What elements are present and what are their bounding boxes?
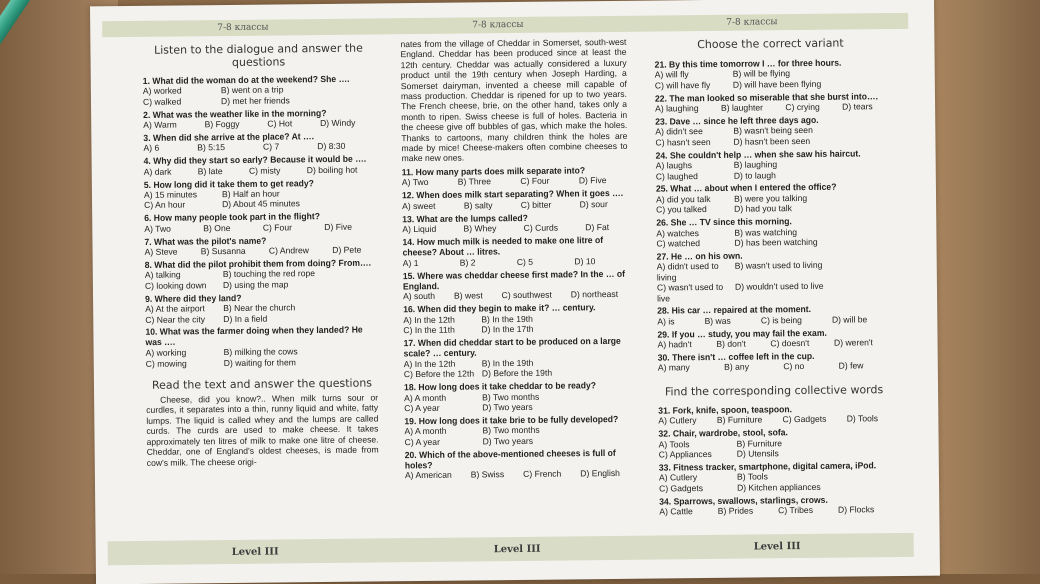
question-block	[657, 304, 889, 327]
question-block	[144, 234, 376, 257]
answer-options	[656, 192, 888, 215]
answer-option: B) Susanna	[200, 245, 246, 257]
reading-text-part-2: nates from the village of Cheddar in Somerset, south-west England. Cheddar has been produced since at least the 12th century. Cheddar was actually considered a luxury product until the 19th century when Joseph Harding, a Somerset dairyman, invented a cheese mill capable of mass production. Cheddar is ripened for up to two years. The French cheese, brie, on the other hand, takes only a month to ripen. Swiss cheese is full of holes. Bacteria in the cheese give off bubbles of gas, which make the holes. Thanks to cartoons, many children think the holes are made by mice! Cheese-makers often combine cheeses to make new ones.	[400, 36, 628, 164]
question-block	[402, 188, 628, 211]
answer-option: B) don't	[716, 338, 746, 350]
answer-option: B) laughing	[733, 159, 778, 170]
answer-option: B) west	[453, 290, 483, 301]
question-list-11-20	[402, 165, 631, 481]
answer-options	[655, 125, 887, 148]
answer-option: D) has been watching	[734, 236, 818, 248]
question-list-21-30	[655, 57, 890, 373]
section-heading-grammar: Choose the correct variant	[697, 36, 844, 52]
answer-option: B) 5:15	[197, 142, 226, 153]
answer-option: B) Near the church	[223, 302, 296, 314]
answer-option: D) Before the 19th	[481, 367, 553, 379]
question-block	[658, 426, 890, 460]
answer-option: C) looking down	[144, 280, 207, 291]
question-text: 12. When does milk start separating? When it goes ….	[401, 187, 624, 201]
answer-option: C) misty	[248, 165, 281, 176]
answer-options	[404, 424, 630, 447]
answer-option: C) An hour	[144, 199, 186, 211]
answer-option: A) At the airport	[145, 303, 205, 314]
answer-options	[657, 259, 889, 303]
answer-option: B) any	[724, 362, 750, 373]
answer-option: D) will be	[831, 314, 868, 325]
answer-option: D) will have been flying	[732, 78, 822, 90]
question-text: 29. If you … study, you may fail the exam.	[657, 327, 827, 340]
answer-option: B) In the 19th	[481, 313, 533, 325]
answer-option: B) touching the red rope	[222, 268, 316, 280]
answer-options	[145, 302, 377, 325]
answer-option: D) few	[838, 360, 864, 372]
answer-option: B) Prides	[717, 505, 754, 516]
answer-option: A) 1	[402, 257, 419, 268]
answer-option: C) walked	[142, 96, 182, 107]
answer-option: D) sour	[579, 198, 608, 209]
test-sheet	[90, 0, 940, 584]
question-block	[144, 154, 376, 177]
question-list-31-34	[658, 403, 891, 517]
question-text: 22. The man looked so miserable that she burst into….	[654, 90, 879, 104]
answer-options	[655, 68, 887, 91]
answer-option: C) Gadgets	[782, 414, 827, 425]
question-text: 19. How long does it take brie to be fully developed?	[404, 413, 619, 427]
question-text: 30. There isn't … coffee left in the cup.	[657, 350, 815, 363]
answer-option: C) Appliances	[658, 448, 712, 460]
answer-option: C) Tribes	[778, 504, 814, 516]
answer-option: B) went on a trip	[220, 84, 284, 96]
question-text: 10. What was the farmer doing when they landed? He was ….	[145, 324, 363, 349]
answer-option: B) Furniture	[716, 414, 763, 426]
question-text: 2. What was the weather like in the morning?	[143, 107, 327, 120]
answer-option: C) hasn't seen	[655, 136, 711, 148]
answer-option: D) Flocks	[837, 504, 875, 515]
answer-options	[656, 158, 888, 181]
question-text: 9. Where did they land?	[145, 292, 242, 304]
question-text: 18. How long does it take cheddar to be ready?	[403, 380, 597, 393]
question-text: 23. Dave … since he left three days ago.	[655, 114, 819, 127]
answer-option: C) southwest	[501, 289, 552, 301]
answer-option: B) laughter	[720, 102, 764, 113]
answer-option: D) Five	[324, 221, 353, 232]
question-block	[656, 182, 888, 216]
answer-option: D) Windy	[319, 117, 356, 129]
answer-option: B) was	[704, 315, 731, 326]
answer-option: B) One	[203, 222, 231, 234]
column-2	[400, 37, 631, 484]
question-text: 11. How many parts does milk separate into?	[401, 164, 586, 178]
question-text: 25. What … about when I entered the office?	[655, 181, 837, 195]
answer-option: B) 2	[459, 257, 476, 268]
answer-option: D) Utensils	[736, 448, 779, 459]
question-block	[405, 447, 631, 481]
question-block	[659, 460, 891, 494]
answer-option: A) Tools	[658, 438, 690, 450]
question-block	[145, 257, 377, 291]
answer-option: D) met her friends	[220, 95, 290, 106]
answer-option: D) wouldn't used to live	[734, 280, 824, 292]
question-block	[659, 494, 891, 517]
question-block	[143, 130, 375, 153]
question-text: 33. Fitness tracker, smartphone, digital camera, iPod.	[658, 459, 877, 473]
answer-option: B) milking the cows	[223, 346, 298, 358]
question-text: 3. When did she arrive at the place? At ….	[143, 130, 315, 144]
answer-option: A) Liquid	[402, 223, 437, 235]
answer-option: D) hasn't been seen	[733, 135, 811, 147]
answer-option: C) laughed	[655, 170, 698, 182]
question-text: 20. Which of the above-mentioned cheeses is full of holes?	[404, 447, 616, 471]
answer-option: C) wasn't used to live	[656, 281, 724, 304]
question-block	[143, 107, 375, 130]
answer-option: C) Four	[520, 175, 550, 187]
question-text: 32. Chair, wardrobe, stool, sofa.	[658, 427, 788, 439]
question-block	[657, 249, 890, 303]
answer-option: D) tears	[842, 101, 873, 112]
answer-option: D) using the map	[222, 279, 289, 290]
section-heading-collective: Find the corresponding collective words	[664, 383, 884, 399]
answer-option: A) laughing	[655, 103, 699, 114]
question-block	[402, 211, 628, 234]
answer-option: A) watches	[656, 227, 699, 239]
question-text: 6. How many people took part in the flight?	[144, 211, 320, 224]
header-band	[102, 13, 908, 37]
answer-option: A) 6	[143, 143, 160, 154]
question-text: 24. She couldn't help … when she saw his haircut.	[655, 147, 861, 161]
question-text: 5. How long did it take them to get ready?	[143, 177, 314, 190]
question-block	[656, 215, 888, 249]
reading-text-part-1: Cheese, did you know?.. When milk turns sour or curdles, it separates into a thin, runny liquid and white, fatty lumps. The liquid is called whey and the lumps are called curds. The curds are used to make cheese. It takes approximately ten litres of milk to make one litre of cheese. Cheddar, one of England's oldest cheeses, is made from cow's milk. The cheese origi-	[146, 392, 379, 468]
answer-option: C) Gadgets	[659, 482, 704, 494]
question-block	[145, 325, 377, 369]
answer-option: C) Andrew	[268, 245, 310, 256]
answer-option: A) In the 12th	[403, 314, 455, 325]
question-text: 17. When did cheddar start to be produced on a large scale? … century.	[403, 335, 621, 359]
answer-option: C) In the 11th	[403, 324, 455, 336]
question-block	[145, 291, 377, 325]
question-block	[655, 57, 887, 91]
answer-option: A) A month	[404, 425, 447, 437]
answer-option: D) Two years	[482, 435, 534, 446]
answer-option: A) hadn't	[657, 339, 692, 350]
answer-options	[146, 346, 378, 369]
question-block	[404, 380, 630, 414]
answer-option: A) many	[657, 362, 690, 373]
question-block	[655, 114, 887, 148]
answer-options	[144, 221, 376, 234]
footer-level-right: Level III	[753, 540, 801, 553]
answer-option: A) sweet	[402, 200, 436, 211]
answer-option: C) Four	[262, 222, 292, 233]
question-text: 4. Why did they start so early? Because it would be ….	[143, 153, 367, 167]
answer-option: B) Swiss	[470, 469, 505, 480]
question-block	[143, 73, 375, 107]
section-heading-listening: Listen to the dialogue and answer the questions	[153, 41, 363, 69]
answer-option: A) did you talk	[655, 193, 711, 205]
question-block	[402, 235, 628, 269]
question-block	[403, 268, 629, 302]
answer-option: C) mowing	[145, 358, 187, 369]
question-text: 34. Sparrows, swallows, starlings, crows.	[659, 494, 828, 507]
answer-options	[656, 226, 888, 249]
question-block	[658, 350, 890, 373]
answer-option: B) Foggy	[204, 119, 240, 130]
footer-band	[108, 533, 914, 565]
question-text: 1. What did the woman do at the weekend? She ….	[142, 73, 350, 87]
answer-option: D) 8:30	[317, 141, 346, 152]
question-block	[656, 148, 888, 182]
answer-option: B) In the 19th	[481, 357, 534, 369]
answer-option: D) About 45 minutes	[222, 198, 301, 210]
question-block	[403, 336, 629, 380]
question-text: 28. His car … repaired at the moment.	[657, 304, 812, 317]
question-block	[655, 91, 887, 114]
answer-option: D) Five	[578, 175, 607, 186]
answer-option: D) had you talk	[734, 203, 793, 214]
answer-option: A) Steve	[144, 246, 178, 257]
question-block	[658, 403, 890, 426]
answer-option: C) is being	[760, 314, 802, 326]
answer-option: A) is	[657, 316, 675, 327]
answer-option: B) Tools	[736, 471, 768, 482]
header-grade-left: 7-8 классы	[217, 22, 269, 34]
answer-option: D) Pete	[332, 244, 362, 256]
answer-option: D) to laugh	[733, 169, 776, 181]
answer-option: C) bitter	[520, 199, 552, 210]
answer-option: A) In the 12th	[403, 358, 456, 369]
answer-option: B) Whey	[463, 223, 497, 234]
answer-option: C) no	[783, 361, 805, 372]
answer-option: B) Half an hour	[221, 188, 280, 200]
answer-option: D) In a field	[223, 313, 268, 324]
answer-option: A) Cutlery	[658, 415, 697, 426]
answer-option: A) didn't see	[655, 126, 703, 137]
question-block	[403, 302, 629, 336]
answer-option: D) boiling hot	[306, 164, 358, 175]
question-text: 31. Fork, knife, spoon, teaspoon.	[658, 403, 793, 416]
answer-option: C) 5	[516, 256, 534, 267]
answer-option: A) A month	[404, 392, 447, 403]
answer-option: C) French	[523, 468, 562, 480]
answer-options	[659, 437, 891, 460]
answer-option: B) wasn't being seen	[733, 125, 813, 137]
answer-option: A) dark	[143, 166, 172, 177]
answer-option: C) Before the 12th	[403, 368, 475, 380]
answer-option: D) Fat	[585, 221, 610, 233]
header-grade-mid: 7-8 классы	[472, 19, 524, 31]
answer-option: C) will have fly	[654, 79, 711, 91]
answer-option: D) northeast	[570, 289, 619, 300]
answer-option: C) A year	[404, 402, 440, 414]
answer-options	[404, 357, 630, 380]
answer-option: D) waiting for them	[223, 356, 296, 368]
answer-option: A) Two	[144, 223, 171, 234]
question-text: 14. How much milk is needed to make one litre of cheese? About … litres.	[402, 234, 604, 258]
answer-option: B) wasn't used to living	[734, 260, 823, 272]
answer-option: C) Near the city	[145, 313, 206, 325]
answer-option: A) working	[145, 347, 187, 359]
answer-option: D) In the 17th	[481, 323, 534, 335]
footer-level-mid: Level III	[493, 543, 541, 555]
answer-option: A) Cattle	[659, 506, 693, 517]
header-grade-right: 7-8 классы	[726, 17, 778, 28]
answer-option: B) was watching	[734, 226, 798, 238]
answer-options	[657, 314, 889, 327]
answer-option: D) weren't	[833, 337, 873, 348]
question-text: 26. She … TV since this morning.	[656, 216, 792, 228]
column-3	[654, 34, 891, 519]
answer-option: A) American	[404, 470, 452, 481]
answer-options	[403, 312, 629, 335]
footer-level-left: Level III	[231, 545, 279, 558]
answer-option: A) worked	[142, 85, 182, 97]
column-1	[142, 39, 378, 467]
answer-option: D) English	[580, 468, 620, 479]
answer-option: B) will be flying	[732, 68, 791, 80]
answer-option: C) A year	[404, 436, 440, 447]
question-block	[404, 414, 630, 448]
question-list-1-10	[143, 73, 378, 368]
answer-options	[145, 268, 377, 291]
answer-option: C) 7	[262, 141, 280, 153]
answer-option: A) laughs	[655, 160, 693, 171]
answer-option: B) Three	[457, 176, 492, 187]
question-text: 16. When did they begin to make it? … century.	[403, 302, 596, 315]
answer-option: C) doesn't	[770, 338, 810, 349]
answer-option: D) Tools	[846, 413, 879, 424]
answer-option: C) Hot	[267, 118, 293, 129]
answer-option: B) Two months	[482, 391, 540, 402]
answer-option: B) Furniture	[736, 437, 783, 449]
answer-options	[144, 188, 376, 211]
answer-option: A) south	[402, 291, 436, 302]
answer-option: A) talking	[144, 269, 181, 281]
answer-options	[143, 84, 375, 107]
answer-option: B) late	[197, 165, 223, 177]
question-text: 21. By this time tomorrow I … for three hours.	[654, 57, 842, 70]
answer-option: D) Two years	[482, 401, 533, 413]
answer-option: A) Cutlery	[658, 472, 698, 483]
question-text: 27. He … on his own.	[656, 250, 743, 262]
question-text: 7. What was the pilot's name?	[144, 235, 267, 247]
answer-options	[659, 470, 891, 493]
answer-option: A) didn't used to living	[656, 261, 719, 283]
answer-option: A) Warm	[143, 119, 177, 131]
question-block	[144, 177, 376, 211]
answer-option: A) 15 minutes	[143, 189, 198, 200]
question-block	[144, 211, 376, 234]
answer-option: D) 10	[574, 255, 596, 267]
question-text: 13. What are the lumps called?	[402, 212, 528, 224]
section-heading-reading: Read the text and answer the questions	[151, 376, 373, 392]
answer-option: A) will fly	[654, 69, 689, 80]
question-block	[402, 165, 628, 188]
answer-options	[404, 390, 630, 413]
answer-option: D) Kitchen appliances	[737, 481, 821, 493]
answer-option: C) crying	[785, 101, 820, 113]
answer-option: C) Curds	[523, 222, 559, 233]
answer-option: C) you talked	[656, 204, 707, 215]
answer-option: C) watched	[656, 238, 701, 249]
answer-option: B) salty	[463, 199, 493, 211]
answer-option: A) Two	[401, 177, 429, 188]
answer-option: B) were you talking	[733, 192, 808, 204]
question-text: 15. Where was cheddar cheese first made? In the … of England.	[402, 267, 625, 292]
answer-option: B) Two months	[482, 424, 540, 436]
question-block	[657, 327, 889, 350]
question-text: 8. What did the pilot prohibit them from doing? From….	[144, 257, 372, 271]
